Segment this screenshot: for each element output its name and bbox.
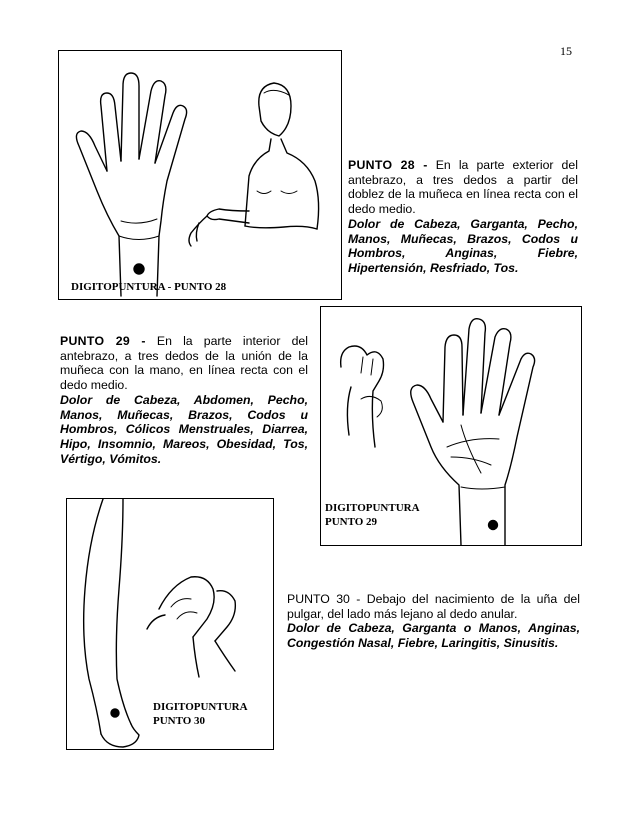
point-30-title: PUNTO 30 - bbox=[287, 592, 361, 606]
figure-punto-28 bbox=[58, 50, 342, 300]
acupoint-marker bbox=[111, 709, 119, 717]
point-28-location: En la parte exterior del antebrazo, a tres dedos a partir del doblez de la muñeca en línea recta con el dedo medio. bbox=[348, 158, 578, 217]
figure-caption-line-2: PUNTO 30 bbox=[153, 715, 206, 727]
figure-caption: DIGITOPUNTURA - PUNTO 28 bbox=[71, 281, 227, 293]
point-30-description bbox=[287, 592, 580, 651]
acupoint-marker bbox=[134, 264, 144, 274]
figure-caption bbox=[325, 501, 420, 529]
point-28-description bbox=[348, 158, 578, 276]
page-number: 15 bbox=[560, 44, 572, 58]
figure-caption-line-1: DIGITOPUNTURA bbox=[153, 701, 248, 713]
figure-punto-29 bbox=[320, 306, 582, 546]
figure-caption-line-2: PUNTO 29 bbox=[325, 516, 378, 528]
hand-and-man-illustration bbox=[59, 51, 341, 299]
point-30-symptoms: Dolor de Cabeza, Garganta o Manos, Anginas, Congestión Nasal, Fiebre, Laringitis, Sinusitis. bbox=[287, 621, 580, 651]
point-29-symptoms: Dolor de Cabeza, Abdomen, Pecho, Manos, Muñecas, Brazos, Codos u Hombros, Cólicos Menstruales, Diarrea, Hipo, Insomnio, Mareos, Obesidad, Tos, Vértigo, Vómitos. bbox=[60, 392, 308, 466]
figure-caption bbox=[153, 700, 248, 728]
point-28-title: PUNTO 28 - bbox=[348, 158, 428, 172]
figure-caption-line-1: DIGITOPUNTURA bbox=[325, 502, 420, 514]
point-30-location: Debajo del nacimiento de la uña del pulgar, del lado más lejano al dedo anular. bbox=[287, 592, 580, 621]
point-29-description bbox=[60, 334, 308, 466]
acupoint-marker bbox=[489, 521, 498, 530]
point-28-symptoms: Dolor de Cabeza, Garganta, Pecho, Manos, Muñecas, Brazos, Codos u Hombros, Anginas, Fiebre, Hipertensión, Resfriado, Tos. bbox=[348, 216, 578, 275]
figure-punto-30 bbox=[66, 498, 274, 750]
point-29-location: En la parte interior del antebrazo, a tres dedos de la unión de la muñeca con la mano, en línea recta con el dedo medio. bbox=[60, 334, 308, 393]
point-29-title: PUNTO 29 - bbox=[60, 334, 146, 348]
